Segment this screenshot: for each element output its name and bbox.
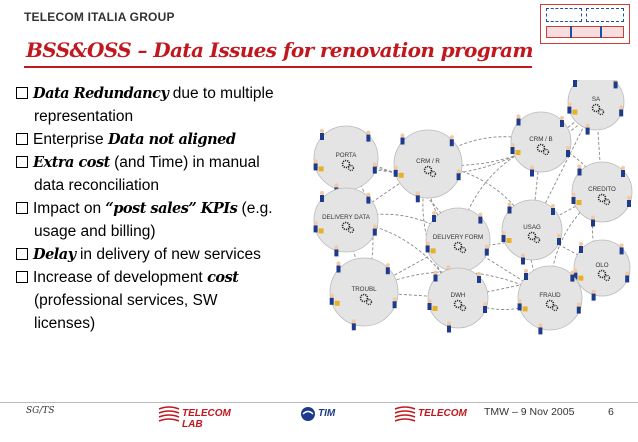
- tim-logo: TIM: [300, 406, 344, 424]
- user-icon: [508, 207, 512, 214]
- user-icon: [428, 303, 432, 310]
- user-icon: [483, 306, 487, 313]
- user-icon: [524, 273, 528, 280]
- user-icon: [619, 109, 623, 116]
- folder-icon: [431, 248, 436, 253]
- user-icon: [573, 80, 577, 87]
- node-label: CRM / B: [529, 136, 553, 143]
- node-label: OLO: [595, 262, 609, 269]
- folder-icon: [319, 166, 324, 171]
- system-node: [511, 112, 572, 177]
- bullet-item: Data Redundancy due to multiple representation: [16, 82, 316, 128]
- user-icon: [401, 138, 405, 145]
- slide-title: BSS&OSS – Data Issues for renovation program: [26, 38, 533, 62]
- node-label: USAG: [523, 224, 541, 231]
- system-node: [572, 162, 633, 227]
- user-icon: [366, 135, 370, 142]
- user-icon: [337, 266, 341, 273]
- user-icon: [592, 294, 596, 301]
- bullet-item: Enterprise Data not aligned: [16, 128, 316, 151]
- folder-icon: [433, 306, 438, 311]
- user-icon: [320, 195, 324, 202]
- system-node: [567, 80, 624, 135]
- folder-icon: [516, 150, 521, 155]
- system-node: [314, 188, 378, 256]
- user-icon: [586, 128, 590, 135]
- user-icon: [320, 133, 324, 140]
- user-icon: [538, 327, 542, 334]
- system-node: [502, 200, 563, 265]
- node-label: TROUBL: [351, 286, 377, 293]
- user-icon: [557, 238, 561, 245]
- user-icon: [447, 326, 451, 333]
- user-icon: [517, 119, 521, 126]
- bullet-item: Increase of development cost (professional services, SW licenses): [16, 266, 316, 335]
- folder-icon: [578, 276, 583, 281]
- node-label: CREDITO: [588, 186, 616, 193]
- checkbox-bullet-icon: [16, 202, 28, 214]
- user-icon: [518, 303, 522, 310]
- user-icon: [485, 249, 489, 256]
- checkbox-bullet-icon: [16, 248, 28, 260]
- folder-icon: [319, 228, 324, 233]
- user-icon: [560, 120, 564, 127]
- bullet-item: Delay in delivery of new services: [16, 243, 316, 266]
- user-icon: [334, 249, 338, 256]
- user-icon: [530, 170, 534, 177]
- user-icon: [330, 298, 334, 305]
- system-node: [314, 126, 378, 194]
- system-node: [428, 268, 489, 333]
- user-icon: [373, 229, 377, 236]
- title-rule: [24, 66, 532, 68]
- user-icon: [373, 167, 377, 174]
- checkbox-bullet-icon: [16, 271, 28, 283]
- node-label: DWH: [450, 292, 466, 299]
- user-icon: [614, 81, 618, 88]
- corporate-logo: [540, 4, 630, 44]
- user-icon: [625, 275, 629, 282]
- bullet-item: Extra cost (and Time) in manual data reconciliation: [16, 151, 316, 197]
- user-icon: [314, 225, 318, 232]
- footer-date: TMW – 9 Nov 2005: [484, 406, 575, 418]
- system-network-diagram: [306, 80, 636, 342]
- node-label: SA: [591, 96, 601, 103]
- group-name: TELECOM ITALIA GROUP: [24, 10, 175, 24]
- node-label: PORTA: [335, 152, 357, 159]
- user-icon: [566, 150, 570, 157]
- user-icon: [477, 276, 481, 283]
- user-icon: [502, 235, 506, 242]
- user-icon: [394, 170, 398, 177]
- user-icon: [426, 245, 430, 252]
- user-icon: [352, 323, 356, 330]
- footer-reference: SG/TS: [26, 406, 55, 416]
- system-node: [573, 240, 630, 301]
- page-number: 6: [608, 406, 614, 418]
- bullet-list: [16, 82, 316, 335]
- folder-icon: [507, 238, 512, 243]
- user-icon: [432, 215, 436, 222]
- bullet-item: Impact on “post sales” KPIs (e.g. usage and billing): [16, 197, 316, 243]
- user-icon: [450, 139, 454, 146]
- user-icon: [572, 197, 576, 204]
- footer-divider: [0, 402, 638, 403]
- user-icon: [567, 107, 571, 114]
- telecom-italia-logo: TELECOM: [394, 406, 464, 424]
- user-icon: [314, 163, 318, 170]
- telecom-lab-logo: TELECOM LAB: [158, 406, 228, 424]
- system-node: [394, 130, 462, 202]
- node-label: DELIVERY DATA: [322, 214, 370, 221]
- checkbox-bullet-icon: [16, 156, 28, 168]
- folder-icon: [523, 306, 528, 311]
- node-label: CRM / R: [416, 158, 440, 165]
- system-node: [330, 258, 398, 330]
- user-icon: [393, 301, 397, 308]
- user-icon: [511, 147, 515, 154]
- node-label: DELIVERY FORM: [432, 234, 484, 241]
- user-icon: [577, 307, 581, 314]
- user-icon: [578, 169, 582, 176]
- folder-icon: [335, 301, 340, 306]
- user-icon: [591, 220, 595, 227]
- user-icon: [620, 247, 624, 254]
- checkbox-bullet-icon: [16, 87, 28, 99]
- system-node: [518, 266, 582, 334]
- folder-icon: [572, 110, 577, 115]
- user-icon: [386, 267, 390, 274]
- user-icon: [551, 208, 555, 215]
- user-icon: [366, 197, 370, 204]
- diagram-canvas: [306, 80, 636, 342]
- user-icon: [478, 217, 482, 224]
- user-icon: [416, 195, 420, 202]
- user-icon: [570, 275, 574, 282]
- user-icon: [627, 200, 631, 207]
- user-icon: [521, 258, 525, 265]
- user-icon: [434, 275, 438, 282]
- folder-icon: [399, 173, 404, 178]
- user-icon: [457, 173, 461, 180]
- node-label: FRAUD: [539, 292, 561, 299]
- folder-icon: [577, 200, 582, 205]
- checkbox-bullet-icon: [16, 133, 28, 145]
- user-icon: [579, 246, 583, 253]
- user-icon: [621, 170, 625, 177]
